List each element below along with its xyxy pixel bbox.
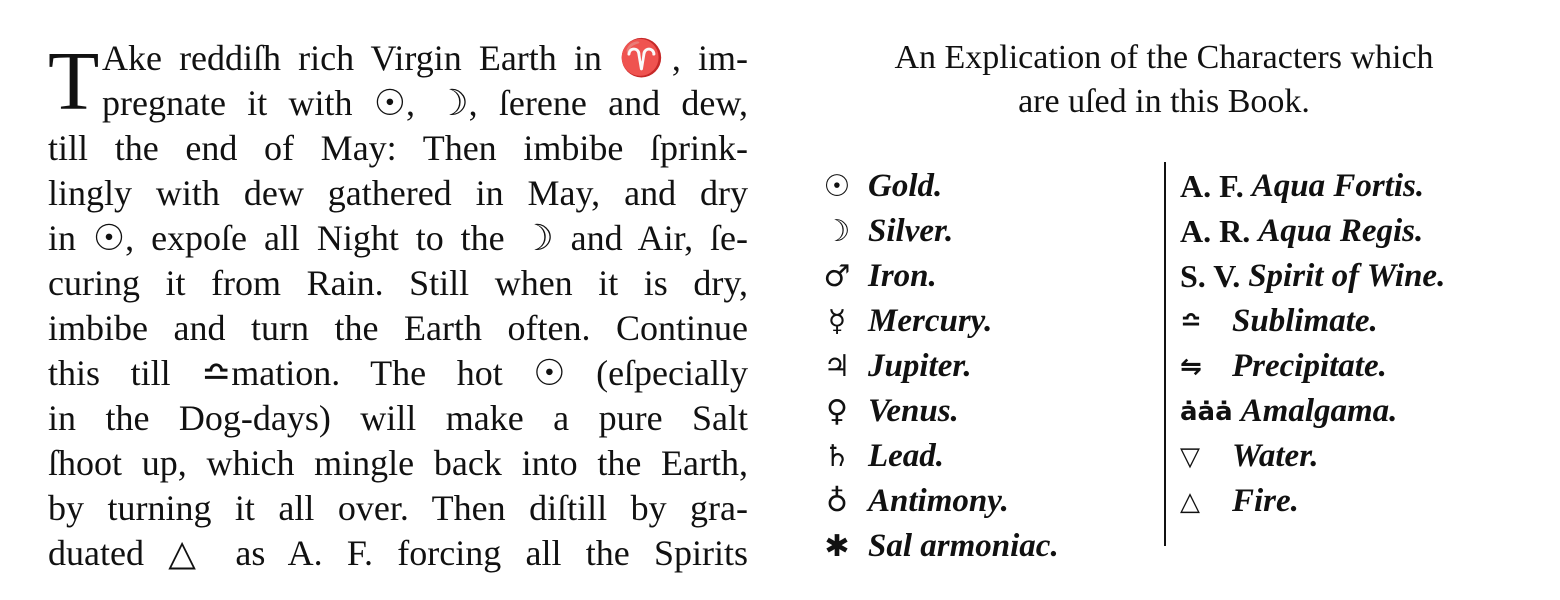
mars-symbol-icon: ♂ bbox=[823, 259, 851, 294]
legend-label: Silver. bbox=[868, 213, 954, 249]
water-triangle-icon: ▽ bbox=[1180, 441, 1200, 472]
fire-triangle-icon: △ bbox=[1180, 486, 1200, 517]
legend-label: Spirit of Wine. bbox=[1248, 258, 1446, 294]
legend-label: Jupiter. bbox=[868, 348, 972, 384]
legend-row-antimony bbox=[814, 479, 1059, 524]
legend-label: Precipitate. bbox=[1232, 348, 1387, 384]
text-line: duated △ as A. F. forcing all the Spirits bbox=[48, 533, 748, 573]
title-line: An Explication of the Characters which bbox=[894, 39, 1434, 76]
legend-abbreviation: S. V. bbox=[1180, 258, 1241, 294]
legend-label: Amalgama. bbox=[1240, 393, 1398, 429]
legend-row-sal-armoniac bbox=[814, 524, 1059, 569]
legend-row-venus bbox=[814, 389, 1059, 434]
legend-row-fire bbox=[1180, 479, 1445, 524]
legend-row-lead bbox=[814, 434, 1059, 479]
legend-row-sublimate bbox=[1180, 299, 1445, 344]
legend-row-aqua-regis bbox=[1180, 209, 1445, 254]
legend-row-spirit-of-wine bbox=[1180, 254, 1445, 299]
legend-metals bbox=[814, 164, 1059, 569]
text-line: pregnate it with ☉, ☽, ſerene and dew, bbox=[102, 83, 748, 123]
legend-abbreviation: A. F. bbox=[1180, 168, 1244, 204]
legend-row-iron bbox=[814, 254, 1059, 299]
legend-row-aqua-fortis bbox=[1180, 164, 1445, 209]
legend-label: Sal armoniac. bbox=[868, 528, 1059, 564]
title-line: are uſed in this Book. bbox=[1018, 83, 1310, 120]
legend-label: Water. bbox=[1232, 438, 1319, 474]
text-line: this till ≏mation. The hot ☉ (eſpecially bbox=[48, 353, 748, 393]
moon-symbol-icon: ☽ bbox=[823, 214, 851, 249]
venus-symbol-icon: ♀ bbox=[826, 394, 848, 429]
text-line: in ☉, expoſe all Night to the ☽ and Air, ſe- bbox=[48, 218, 748, 258]
legend-label: Lead. bbox=[868, 438, 945, 474]
text-line: till the end of May: Then imbibe ſprink- bbox=[48, 128, 748, 168]
recipe-text bbox=[48, 36, 748, 576]
sublimate-symbol-icon: ≏ bbox=[1180, 306, 1202, 337]
jupiter-symbol-icon: ♃ bbox=[823, 349, 851, 384]
text-line: curing it from Rain. Still when it is dry, bbox=[48, 263, 748, 303]
legend-label: Sublimate. bbox=[1232, 303, 1378, 339]
legend-label: Gold. bbox=[868, 168, 943, 204]
amalgama-symbol-icon: ȧȧȧ bbox=[1180, 396, 1233, 427]
legend-row-precipitate bbox=[1180, 344, 1445, 389]
legend-row-jupiter bbox=[814, 344, 1059, 389]
legend-label: Iron. bbox=[868, 258, 937, 294]
legend-row-water bbox=[1180, 434, 1445, 479]
column-divider bbox=[1164, 162, 1166, 546]
drop-cap: T bbox=[48, 35, 100, 128]
legend-row-mercury bbox=[814, 299, 1059, 344]
mercury-symbol-icon: ☿ bbox=[827, 304, 847, 339]
text-line: Ake reddiſh rich Virgin Earth in ♈, im- bbox=[102, 38, 748, 78]
text-line: imbibe and turn the Earth often. Continue bbox=[48, 308, 748, 348]
text-line: in the Dog-days) will make a pure Salt bbox=[48, 398, 748, 438]
legend-row-silver bbox=[814, 209, 1059, 254]
legend-abbreviation: A. R. bbox=[1180, 213, 1251, 249]
legend-label: Antimony. bbox=[868, 483, 1009, 519]
saturn-symbol-icon: ♄ bbox=[823, 439, 851, 474]
legend-label: Mercury. bbox=[868, 303, 993, 339]
legend-preparations bbox=[1180, 164, 1445, 524]
sal-armoniac-symbol-icon: ✱ bbox=[824, 529, 850, 564]
antimony-symbol-icon: ♁ bbox=[826, 484, 848, 519]
legend-label: Venus. bbox=[868, 393, 959, 429]
legend-label: Fire. bbox=[1232, 483, 1299, 519]
text-line: by turning it all over. Then diſtill by gra- bbox=[48, 488, 748, 528]
legend-label: Aqua Fortis. bbox=[1251, 168, 1425, 204]
text-line: lingly with dew gathered in May, and dry bbox=[48, 173, 748, 213]
legend-label: Aqua Regis. bbox=[1258, 213, 1424, 249]
sun-symbol-icon: ☉ bbox=[823, 169, 851, 204]
legend-row-gold bbox=[814, 164, 1059, 209]
legend-row-amalgama bbox=[1180, 389, 1445, 434]
explication-title bbox=[800, 36, 1528, 124]
precipitate-symbol-icon: ⇋ bbox=[1180, 351, 1202, 382]
text-line: ſhoot up, which mingle back into the Earth, bbox=[48, 443, 748, 483]
